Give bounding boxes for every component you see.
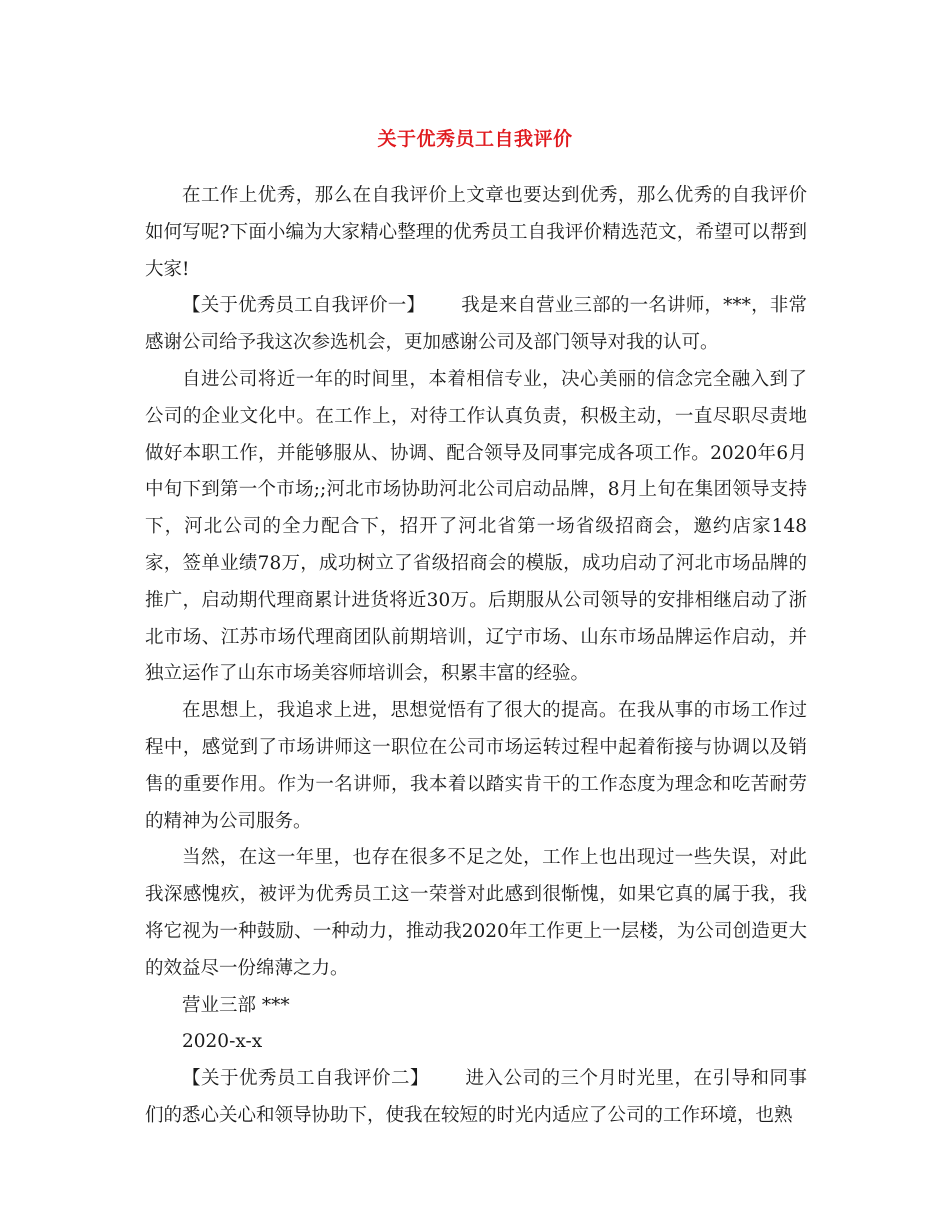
section-one-paragraph: 当然，在这一年里，也存在很多不足之处，工作上也出现过一些失误，对此我深感愧疚，被评为优秀员工这一荣誉对此感到很惭愧，如果它真的属于我，我将它视为一种鼓励、一种动力，推动我2020年工作更上一层楼，为公司创造更大的效益尽一份绵薄之力。: [145, 847, 807, 979]
section-two-opening: [145, 1061, 807, 1135]
intro-paragraph: 在工作上优秀，那么在自我评价上文章也要达到优秀，那么优秀的自我评价如何写呢?下面小编为大家精心整理的优秀员工自我评价精选范文，希望可以帮到大家!: [145, 185, 807, 280]
section-two-heading: 【关于优秀员工自我评价二】: [182, 1068, 429, 1090]
section-one-heading: 【关于优秀员工自我评价一】: [182, 295, 426, 317]
section-one-paragraph: 自进公司将近一年的时间里，本着相信专业，决心美丽的信念完全融入到了公司的企业文化中。在工作上，对待工作认真负责，积极主动，一直尽职尽责地做好本职工作，并能够服从、协调、配合领导及同事完成各项工作。2020年6月中旬下到第一个市场;;河北市场协助河北公司启动品牌，8月上旬在集团领导支持下，河北公司的全力配合下，招开了河北省第一场省级招商会，邀约店家148家，签单业绩78万，成功树立了省级招商会的模版，成功启动了河北市场品牌的推广，启动期代理商累计进货将近30万。后期服从公司领导的安排相继启动了浙北市场、江苏市场代理商团队前期培训，辽宁市场、山东市场品牌运作启动，并独立运作了山东市场美容师培训会，积累丰富的经验。: [145, 368, 807, 685]
section-one-opening: [145, 288, 807, 362]
section-one-lead: 我是来自营业三部的一名讲师，***，非常感谢公司给予我这次参选机会，更加感谢公司及部门领导对我的认可。: [145, 295, 807, 354]
document-title: 关于优秀员工自我评价: [377, 128, 573, 150]
signature: 营业三部 ***: [182, 994, 290, 1016]
section-one-paragraph: 在思想上，我追求上进，思想觉悟有了很大的提高。在我从事的市场工作过程中，感觉到了市场讲师这一职位在公司市场运转过程中起着衔接与协调以及销售的重要作用。作为一名讲师，我本着以踏实肯干的工作态度为理念和吃苦耐劳的精神为公司服务。: [145, 700, 807, 832]
section-two-lead: 进入公司的三个月时光里，在引导和同事们的悉心关心和领导协助下，使我在较短的时光内适应了公司的工作环境，也熟: [145, 1068, 807, 1126]
signature-date: 2020-x-x: [182, 1031, 263, 1053]
document-body: [145, 178, 807, 1135]
